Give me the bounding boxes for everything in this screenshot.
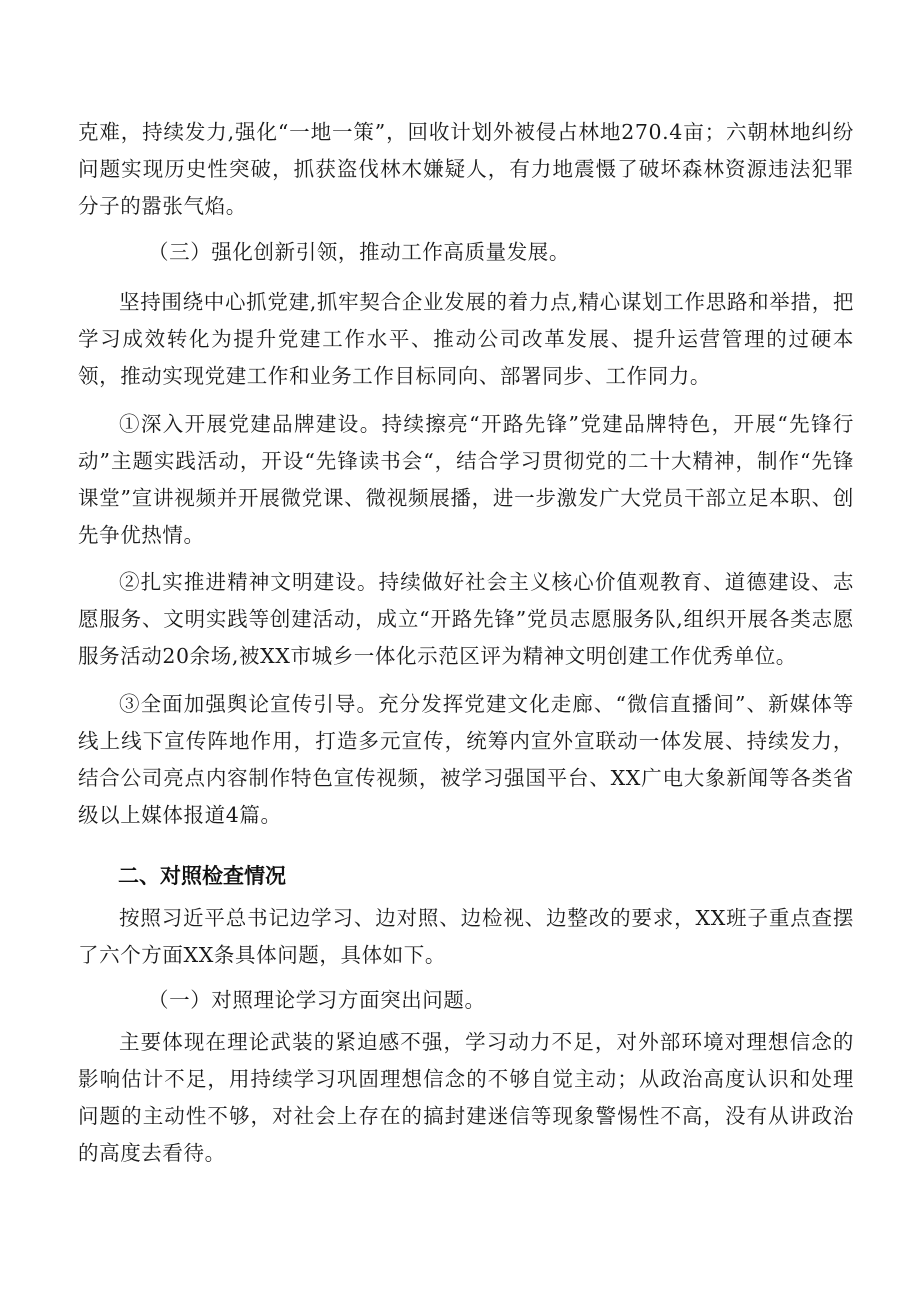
paragraph-theory-problems: 主要体现在理论武装的紧迫感不强，学习动力不足，对外部环境对理想信念的影响估计不足，用持续学习巩固理想信念的不够自觉主动；从政治高度认识和处理问题的主动性不够，对社会上存在的搞封建迷信等现象警惕性不高，没有从讲政治的高度去看待。 (78, 1030, 854, 1165)
paragraph-publicity: ③全面加强舆论宣传引导。充分发挥党建文化走廊、“微信直播间”、新媒体等线上线下宣传阵地作用，打造多元宣传，统筹内宣外宣联动一体发展、持续发力，结合公司亮点内容制作特色宣传视频，被学习强国平台、XX广电大象新闻等各类省级以上媒体报道4篇。 (78, 692, 854, 827)
paragraph-civilization-building: ②扎实推进精神文明建设。持续做好社会主义核心价值观教育、道德建设、志愿服务、文明实践等创建活动，成立“开路先锋”党员志愿服务队,组织开展各类志愿服务活动20余场,被XX市城乡一体化示范区评为精神文明创建工作优秀单位。 (78, 570, 854, 668)
paragraph-party-building: 坚持围绕中心抓党建,抓牢契合企业发展的着力点,精心谋划工作思路和举措，把学习成效转化为提升党建工作水平、推动公司改革发展、提升运营管理的过硬本领，推动实现党建工作和业务工作目标同向、部署同步、工作同力。 (78, 290, 854, 388)
subheading-theory-study: （一）对照理论学习方面突出问题。 (148, 988, 486, 1012)
paragraph-inspection-intro: 按照习近平总书记边学习、边对照、边检视、边整改的要求，XX班子重点查摆了六个方面XX条具体问题，具体如下。 (78, 906, 854, 967)
paragraph-brand-building: ①深入开展党建品牌建设。持续擦亮“开路先锋”党建品牌特色，开展“先锋行动”主题实践活动，开设“先锋读书会“，结合学习贯彻党的二十大精神，制作“先锋课堂”宣讲视频并开展微党课、微视频展播，进一步激发广大党员干部立足本职、创先争优热情。 (78, 412, 854, 547)
subheading-innovation: （三）强化创新引领，推动工作高质量发展。 (148, 240, 570, 264)
section-heading-inspection: 二、对照检查情况 (118, 864, 286, 888)
paragraph-forest-recovery: 克难，持续发力,强化“一地一策”，回收计划外被侵占林地270.4亩；六朝林地纠纷问题实现历史性突破，抓获盗伐林木嫌疑人，有力地震慑了破坏森林资源违法犯罪分子的嚣张气焰。 (78, 120, 854, 218)
